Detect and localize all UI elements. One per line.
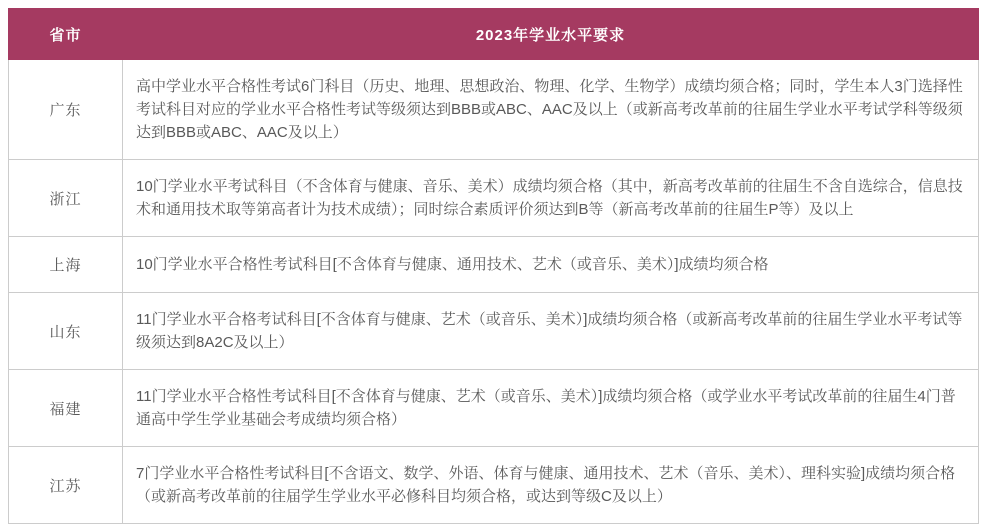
table-row <box>9 237 979 293</box>
province-cell: 山东 <box>9 293 123 370</box>
academic-requirements-table <box>8 8 979 524</box>
table-header <box>9 9 979 60</box>
requirement-cell: 10门学业水平考试科目（不含体育与健康、音乐、美术）成绩均须合格（其中，新高考改革前的往届生不含自选综合，信息技术和通用技术取等第高者计为技术成绩）；同时综合素质评价须达到B等（新高考改革前的往届生P等）及以上 <box>123 160 979 237</box>
requirement-cell: 高中学业水平合格性考试6门科目（历史、地理、思想政治、物理、化学、生物学）成绩均须合格；同时，学生本人3门选择性考试科目对应的学业水平合格性考试等级须达到BBB或ABC、AAC及以上（或新高考改革前的往届生学业水平考试学科等级须达到BBB或ABC、AAC及以上） <box>123 60 979 160</box>
header-row <box>9 9 979 60</box>
province-cell: 福建 <box>9 370 123 447</box>
province-cell: 浙江 <box>9 160 123 237</box>
table-row <box>9 60 979 160</box>
table-row <box>9 447 979 524</box>
table-row <box>9 293 979 370</box>
table-row <box>9 160 979 237</box>
province-column-header: 省市 <box>9 9 123 60</box>
requirement-column-header: 2023年学业水平要求 <box>123 9 979 60</box>
province-cell: 江苏 <box>9 447 123 524</box>
requirement-cell: 7门学业水平合格性考试科目[不含语文、数学、外语、体育与健康、通用技术、艺术（音乐、美术）、理科实验]成绩均须合格（或新高考改革前的往届学生学业水平必修科目均须合格，或达到等级C及以上） <box>123 447 979 524</box>
table-row <box>9 370 979 447</box>
province-cell: 上海 <box>9 237 123 293</box>
requirement-cell: 10门学业水平合格性考试科目[不含体育与健康、通用技术、艺术（或音乐、美术）]成绩均须合格 <box>123 237 979 293</box>
requirement-cell: 11门学业水平合格性考试科目[不含体育与健康、艺术（或音乐、美术）]成绩均须合格（或学业水平考试改革前的往届生4门普通高中学生学业基础会考成绩均须合格） <box>123 370 979 447</box>
requirement-cell: 11门学业水平合格考试科目[不含体育与健康、艺术（或音乐、美术）]成绩均须合格（或新高考改革前的往届生学业水平考试等级须达到8A2C及以上） <box>123 293 979 370</box>
province-cell: 广东 <box>9 60 123 160</box>
table-body <box>9 60 979 524</box>
